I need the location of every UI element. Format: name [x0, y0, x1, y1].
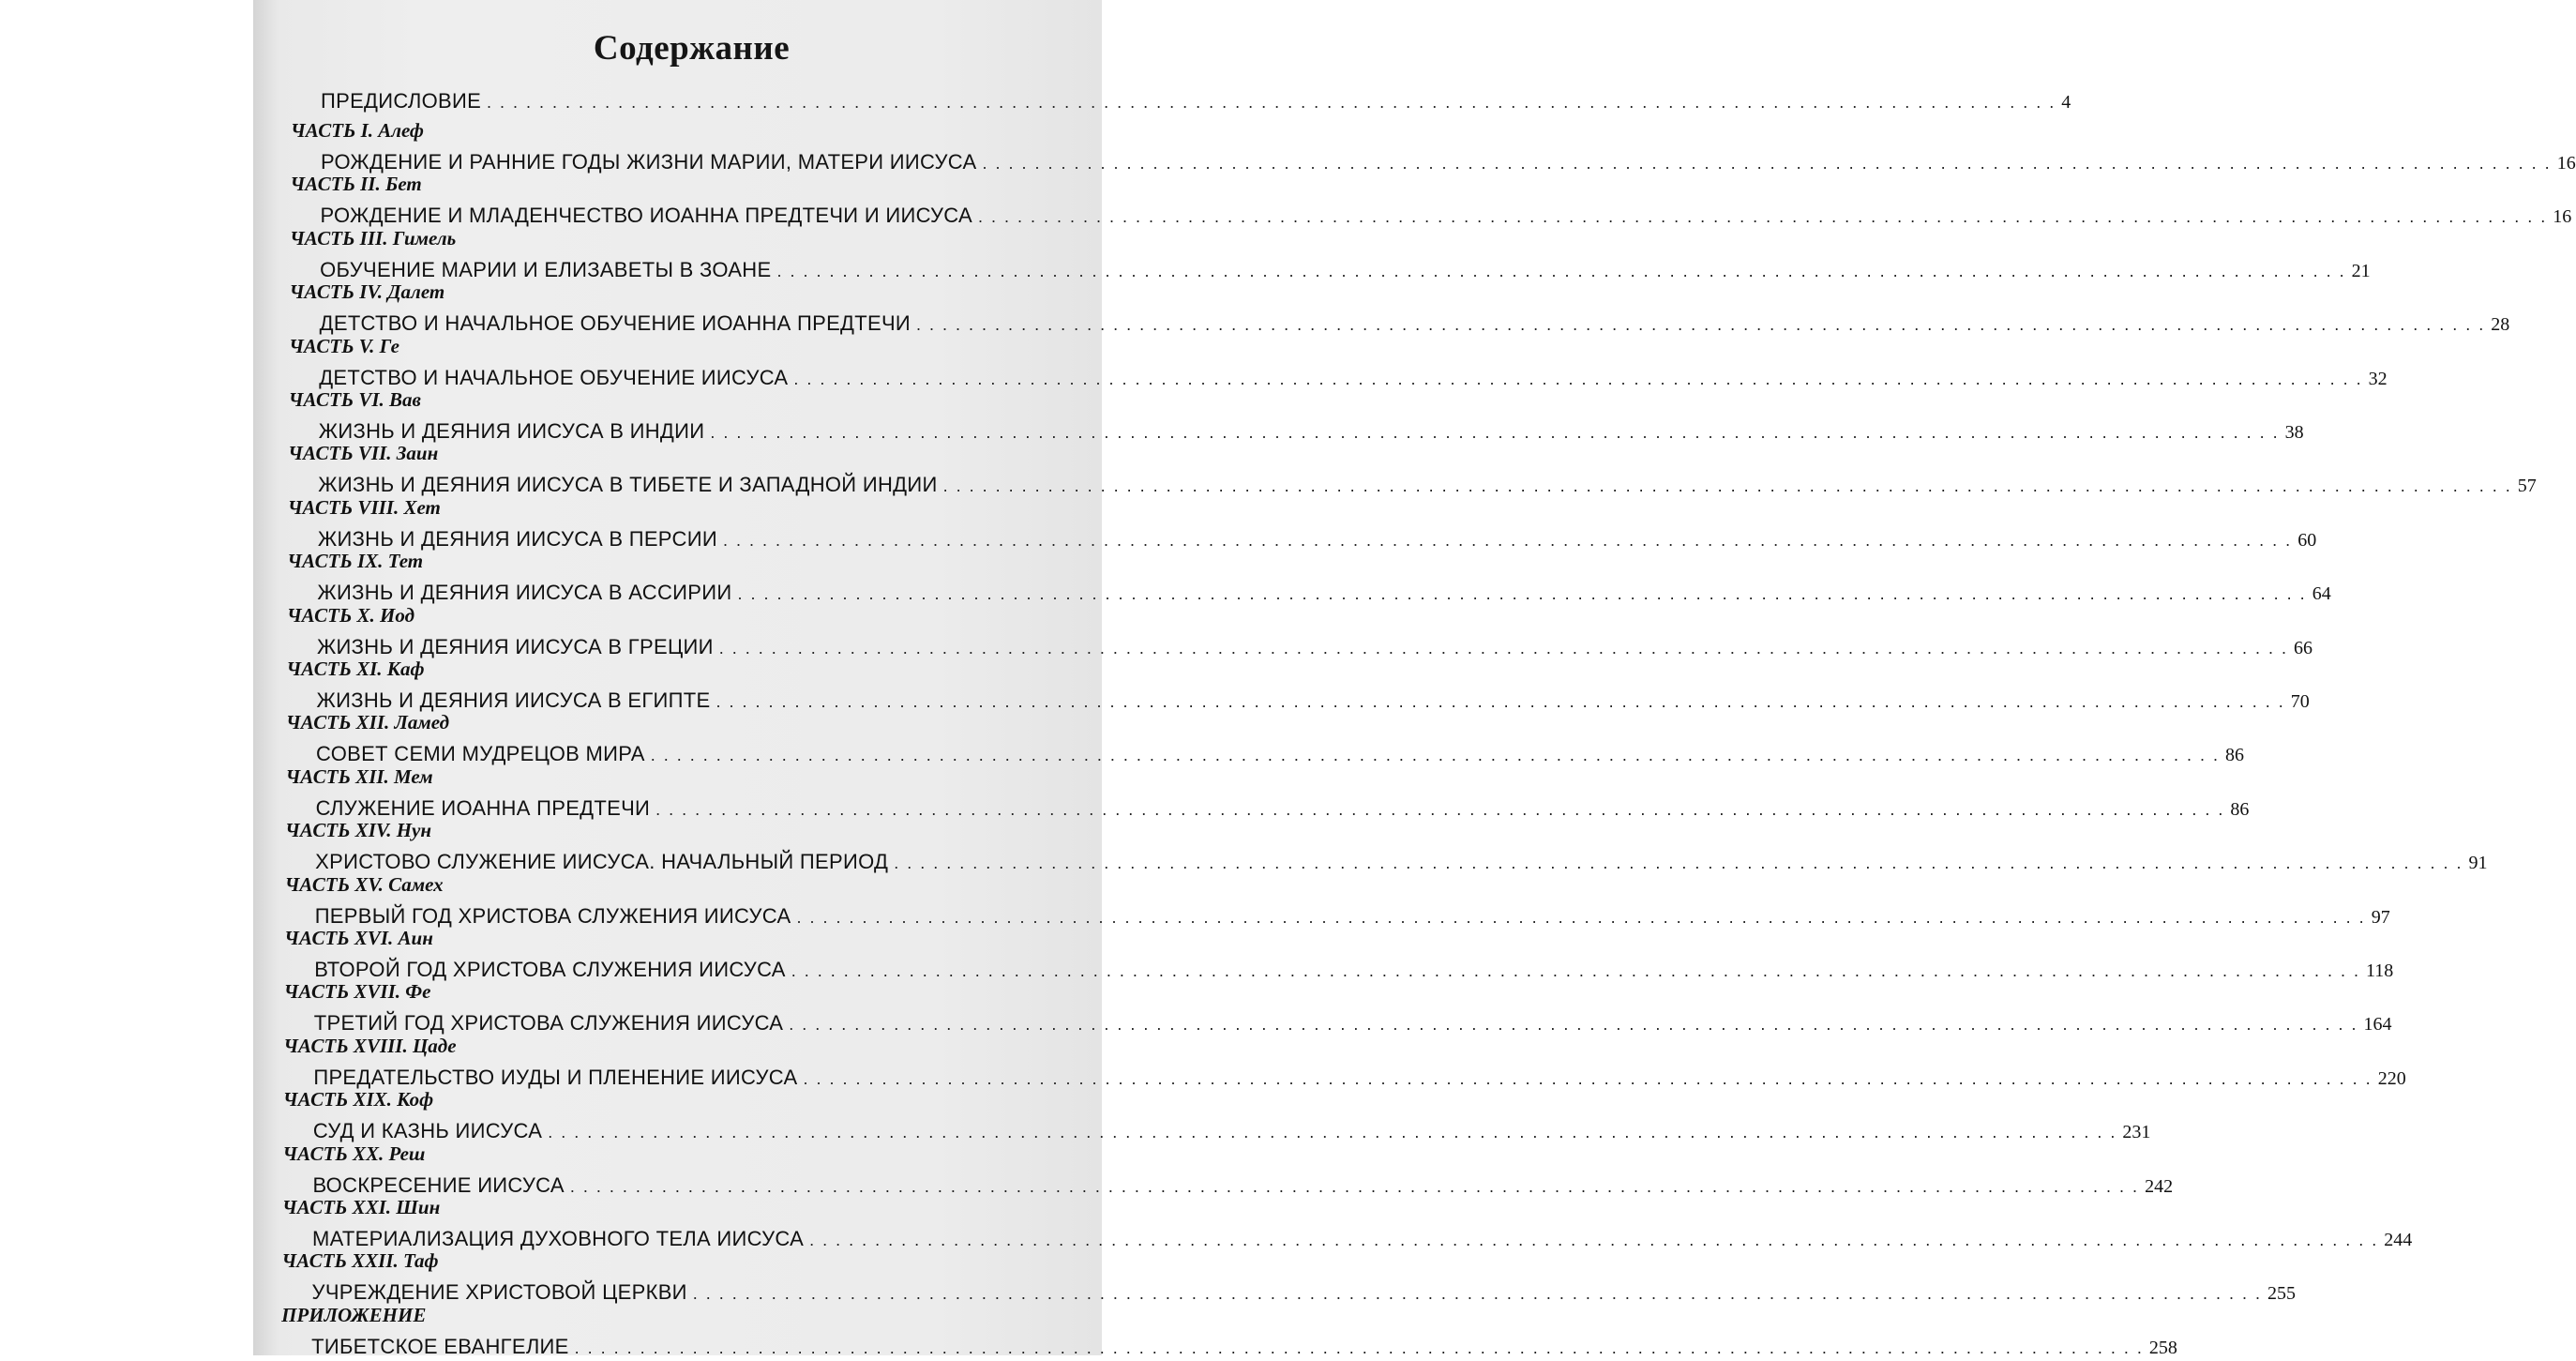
toc-entry-title: ТРЕТИЙ ГОД ХРИСТОВА СЛУЖЕНИЯ ИИСУСА	[313, 1011, 784, 1036]
dot-leader: . . . . . . . . . . . . . . . . . . . . . . . . . . . . . . . . . . . . . . . . . . . . . . . . . . . . . . . . . . . . . . . . . . . . . . . . . . . . . . . . . . . . . . . . . . . . . . . . . . . . . . . . . . . . . . . . . . . . . . . .	[650, 746, 2220, 765]
contents-heading: Содержание	[593, 29, 791, 68]
toc-page-number: 60	[2297, 529, 2317, 551]
toc-part-label: ЧАСТЬ IV. Далет	[289, 280, 445, 304]
book-page	[253, 0, 2576, 1358]
dot-leader: . . . . . . . . . . . . . . . . . . . . . . . . . . . . . . . . . . . . . . . . . . . . . . . . . . . . . . . . . . . . . . . . . . . . . . . . . . . . . . . . . . . . . . . . . . . . . . . . . . . . . . . . . . . . . . . . . . . . . . . .	[722, 530, 2293, 550]
toc-entry-title: СЛУЖЕНИЕ ИОАННА ПРЕДТЕЧИ	[315, 795, 651, 820]
toc-entry-title: ДЕТСТВО И НАЧАЛЬНОЕ ОБУЧЕНИЕ ИИСУСА	[319, 365, 789, 389]
toc-part-label: ЧАСТЬ VIII. Хет	[287, 495, 441, 519]
toc-part-label: ЧАСТЬ XXII. Таф	[281, 1249, 439, 1273]
toc-entry-title: ЖИЗНЬ И ДЕЯНИЯ ИИСУСА В ТИБЕТЕ И ЗАПАДНОЙ ИНДИИ	[318, 473, 938, 497]
toc-entry-title: ЖИЗНЬ И ДЕЯНИЯ ИИСУСА В АССИРИИ	[317, 581, 732, 605]
toc-page-number: 244	[2384, 1230, 2413, 1250]
toc-entry-title: ОБУЧЕНИЕ МАРИИ И ЕЛИЗАВЕТЫ В ЗОАНЕ	[320, 257, 772, 281]
toc-part-label: ЧАСТЬ XVI. Аин	[284, 927, 433, 949]
toc-part-label: ЧАСТЬ XVII. Фе	[283, 980, 431, 1004]
toc-part-label: ЧАСТЬ I. Алеф	[291, 119, 424, 142]
toc-entry-title: ВТОРОЙ ГОД ХРИСТОВА СЛУЖЕНИЯ ИИСУСА	[314, 958, 786, 981]
toc-entry-title: МАТЕРИАЛИЗАЦИЯ ДУХОВНОГО ТЕЛА ИИСУСА	[312, 1227, 805, 1250]
dot-leader: . . . . . . . . . . . . . . . . . . . . . . . . . . . . . . . . . . . . . . . . . . . . . . . . . . . . . . . . . . . . . . . . . . . . . . . . . . . . . . . . . . . . . . . . . . . . . . . . . . . . . . . . . . . . . . . . . . . . . . . .	[942, 476, 2512, 496]
toc-page-number: 70	[2290, 691, 2310, 712]
toc-part-label: ЧАСТЬ XV. Самех	[284, 872, 444, 896]
toc-page-number: 32	[2368, 368, 2388, 389]
toc-page-number: 118	[2366, 960, 2394, 981]
toc-entry-title: РОЖДЕНИЕ И МЛАДЕНЧЕСТВО ИОАННА ПРЕДТЕЧИ И ИИСУСА	[320, 204, 972, 228]
toc-entry-title: ТИБЕТСКОЕ ЕВАНГЕЛИЕ	[311, 1334, 569, 1358]
dot-leader: . . . . . . . . . . . . . . . . . . . . . . . . . . . . . . . . . . . . . . . . . . . . . . . . . . . . . . . . . . . . . . . . . . . . . . . . . . . . . . . . . . . . . . . . . . . . . . . . . . . . . . . . . . . . . . . . . . . . . . . .	[718, 638, 2289, 658]
toc-part-label: ЧАСТЬ X. Иод	[286, 603, 415, 627]
toc-entry	[317, 581, 2331, 607]
toc-page-number: 86	[2224, 745, 2244, 766]
toc-entry-title: ПРЕДИСЛОВИЕ	[321, 89, 482, 113]
toc-entry	[319, 365, 2388, 392]
dot-leader: . . . . . . . . . . . . . . . . . . . . . . . . . . . . . . . . . . . . . . . . . . . . . . . . . . . . . . . . . . . . . . . . . . . . . . . . . . . . . . . . . . . . . . . . . . . . . . . . . . . . . . . . . . . . . . . . . . . . . . . .	[737, 584, 2307, 604]
toc-part-label: ЧАСТЬ VII. Заин	[288, 442, 439, 465]
toc-entry-title: ЖИЗНЬ И ДЕЯНИЯ ИИСУСА В ЕГИПТЕ	[316, 688, 711, 712]
toc-page-number: 258	[2148, 1337, 2177, 1358]
toc-entry-title: СОВЕТ СЕМИ МУДРЕЦОВ МИРА	[316, 742, 645, 766]
toc-page-number: 86	[2230, 798, 2250, 820]
toc-part-label: ЧАСТЬ IX. Тет	[287, 550, 424, 573]
dot-leader: . . . . . . . . . . . . . . . . . . . . . . . . . . . . . . . . . . . . . . . . . . . . . . . . . . . . . . . . . . . . . . . . . . . . . . . . . . . . . . . . . . . . . . . . . . . . . . . . . . . . . . . . . . . . . . . . . . . . . . . .	[982, 154, 2552, 173]
toc-entry-title: ЖИЗНЬ И ДЕЯНИЯ ИИСУСА В ПЕРСИИ	[317, 526, 717, 551]
toc-part-label: ЧАСТЬ XVIII. Цаде	[283, 1034, 457, 1057]
toc-entry-title: ПРЕДАТЕЛЬСТВО ИУДЫ И ПЛЕНЕНИЕ ИИСУСА	[313, 1065, 798, 1089]
toc-entry	[316, 634, 2313, 661]
toc-page-number: 97	[2371, 906, 2390, 928]
table-of-contents	[253, 0, 2576, 1358]
toc-entry	[311, 1334, 2177, 1361]
toc-page-number: 231	[2122, 1122, 2151, 1143]
dot-leader: . . . . . . . . . . . . . . . . . . . . . . . . . . . . . . . . . . . . . . . . . . . . . . . . . . . . . . . . . . . . . . . . . . . . . . . . . . . . . . . . . . . . . . . . . . . . . . . . . . . . . . . . . . . . . . . . . . . . . . . .	[692, 1284, 2263, 1304]
toc-page-number: 28	[2491, 314, 2510, 336]
toc-part-label: ЧАСТЬ XX. Реш	[282, 1142, 426, 1165]
toc-entry	[319, 311, 2510, 338]
toc-page-number: 38	[2284, 422, 2304, 443]
toc-entry	[321, 89, 2071, 115]
toc-part-label: ЧАСТЬ II. Бет	[290, 173, 422, 196]
toc-page-number: 57	[2517, 476, 2537, 497]
toc-entry-title: ХРИСТОВО СЛУЖЕНИЕ ИИСУСА. НАЧАЛЬНЫЙ ПЕРИОД	[315, 850, 889, 874]
toc-entry-title: ЖИЗНЬ И ДЕЯНИЯ ИИСУСА В ГРЕЦИИ	[316, 634, 714, 658]
toc-page-number: 66	[2294, 637, 2313, 658]
toc-part-label: ЧАСТЬ XXI. Шин	[282, 1196, 441, 1218]
toc-entry-title: СУД И КАЗНЬ ИИСУСА	[312, 1119, 543, 1143]
toc-page-number: 16	[2556, 153, 2576, 174]
toc-part-label: ЧАСТЬ XII. Мем	[285, 764, 433, 788]
dot-leader: . . . . . . . . . . . . . . . . . . . . . . . . . . . . . . . . . . . . . . . . . . . . . . . . . . . . . . . . . . . . . . . . . . . . . . . . . . . . . . . . . . . . . . . . . . . . . . . . . . . . . . . . . . . . . . . . . . . . . . . .	[548, 1123, 2117, 1142]
toc-page-number: 21	[2351, 260, 2371, 281]
dot-leader: . . . . . . . . . . . . . . . . . . . . . . . . . . . . . . . . . . . . . . . . . . . . . . . . . . . . . . . . . . . . . . . . . . . . . . . . . . . . . . . . . . . . . . . . . . . . . . . . . . . . . . . . . . . . . . . . . . . . . . . .	[569, 1176, 2140, 1196]
dot-leader: . . . . . . . . . . . . . . . . . . . . . . . . . . . . . . . . . . . . . . . . . . . . . . . . . . . . . . . . . . . . . . . . . . . . . . . . . . . . . . . . . . . . . . . . . . . . . . . . . . . . . . . . . . . . . . . . . . . . . . . .	[809, 1231, 2379, 1249]
toc-part-label: ЧАСТЬ XIV. Нун	[285, 819, 432, 842]
toc-entry-title: УЧРЕЖДЕНИЕ ХРИСТОВОЙ ЦЕРКВИ	[311, 1280, 687, 1305]
toc-page-number: 64	[2312, 583, 2331, 605]
dot-leader: . . . . . . . . . . . . . . . . . . . . . . . . . . . . . . . . . . . . . . . . . . . . . . . . . . . . . . . . . . . . . . . . . . . . . . . . . . . . . . . . . . . . . . . . . . . . . . . . . . . . . . . . . . . . . . . . . . . . . . . .	[487, 93, 2056, 112]
toc-entry-title: ДЕТСТВО И НАЧАЛЬНОЕ ОБУЧЕНИЕ ИОАННА ПРЕДТЕЧИ	[319, 311, 911, 336]
dot-leader: . . . . . . . . . . . . . . . . . . . . . . . . . . . . . . . . . . . . . . . . . . . . . . . . . . . . . . . . . . . . . . . . . . . . . . . . . . . . . . . . . . . . . . . . . . . . . . . . . . . . . . . . . . . . . . . . . . . . . . . .	[978, 207, 2548, 227]
dot-leader: . . . . . . . . . . . . . . . . . . . . . . . . . . . . . . . . . . . . . . . . . . . . . . . . . . . . . . . . . . . . . . . . . . . . . . . . . . . . . . . . . . . . . . . . . . . . . . . . . . . . . . . . . . . . . . . . . . . . . . . .	[916, 315, 2486, 335]
dot-leader: . . . . . . . . . . . . . . . . . . . . . . . . . . . . . . . . . . . . . . . . . . . . . . . . . . . . . . . . . . . . . . . . . . . . . . . . . . . . . . . . . . . . . . . . . . . . . . . . . . . . . . . . . . . . . . . . . . . . . . . .	[791, 961, 2360, 980]
toc-part-label: ЧАСТЬ XI. Каф	[286, 658, 425, 680]
toc-page-number: 91	[2468, 853, 2488, 874]
toc-part-label: ЧАСТЬ XII. Ламед	[286, 711, 449, 734]
toc-page-number: 16	[2553, 206, 2572, 228]
dot-leader: . . . . . . . . . . . . . . . . . . . . . . . . . . . . . . . . . . . . . . . . . . . . . . . . . . . . . . . . . . . . . . . . . . . . . . . . . . . . . . . . . . . . . . . . . . . . . . . . . . . . . . . . . . . . . . . . . . . . . . . .	[796, 907, 2366, 927]
dot-leader: . . . . . . . . . . . . . . . . . . . . . . . . . . . . . . . . . . . . . . . . . . . . . . . . . . . . . . . . . . . . . . . . . . . . . . . . . . . . . . . . . . . . . . . . . . . . . . . . . . . . . . . . . . . . . . . . . . . . . . . .	[793, 369, 2363, 388]
toc-entry-title: ЖИЗНЬ И ДЕЯНИЯ ИИСУСА В ИНДИИ	[318, 419, 705, 443]
toc-page-number: 255	[2267, 1283, 2297, 1305]
toc-entry-title: РОЖДЕНИЕ И РАННИЕ ГОДЫ ЖИЗНИ МАРИИ, МАТЕРИ ИИСУСА	[321, 150, 977, 174]
toc-entry-title: ВОСКРЕСЕНИЕ ИИСУСА	[312, 1172, 565, 1197]
dot-leader: . . . . . . . . . . . . . . . . . . . . . . . . . . . . . . . . . . . . . . . . . . . . . . . . . . . . . . . . . . . . . . . . . . . . . . . . . . . . . . . . . . . . . . . . . . . . . . . . . . . . . . . . . . . . . . . . . . . . . . . .	[655, 799, 2225, 819]
dot-leader: . . . . . . . . . . . . . . . . . . . . . . . . . . . . . . . . . . . . . . . . . . . . . . . . . . . . . . . . . . . . . . . . . . . . . . . . . . . . . . . . . . . . . . . . . . . . . . . . . . . . . . . . . . . . . . . . . . . . . . . .	[716, 692, 2285, 711]
toc-page-number: 242	[2145, 1175, 2174, 1197]
toc-page-number: 164	[2363, 1014, 2392, 1036]
dot-leader: . . . . . . . . . . . . . . . . . . . . . . . . . . . . . . . . . . . . . . . . . . . . . . . . . . . . . . . . . . . . . . . . . . . . . . . . . . . . . . . . . . . . . . . . . . . . . . . . . . . . . . . . . . . . . . . . . . . . . . . .	[574, 1338, 2144, 1357]
toc-entry-title: ПЕРВЫЙ ГОД ХРИСТОВА СЛУЖЕНИЯ ИИСУСА	[314, 903, 791, 928]
toc-part-label: ЧАСТЬ VI. Вав	[288, 388, 421, 411]
toc-entry	[312, 1119, 2151, 1145]
dot-leader: . . . . . . . . . . . . . . . . . . . . . . . . . . . . . . . . . . . . . . . . . . . . . . . . . . . . . . . . . . . . . . . . . . . . . . . . . . . . . . . . . . . . . . . . . . . . . . . . . . . . . . . . . . . . . . . . . . . . . . . .	[803, 1068, 2373, 1088]
dot-leader: . . . . . . . . . . . . . . . . . . . . . . . . . . . . . . . . . . . . . . . . . . . . . . . . . . . . . . . . . . . . . . . . . . . . . . . . . . . . . . . . . . . . . . . . . . . . . . . . . . . . . . . . . . . . . . . . . . . . . . . .	[776, 261, 2346, 280]
toc-part-label: ЧАСТЬ III. Гимель	[290, 226, 457, 250]
dot-leader: . . . . . . . . . . . . . . . . . . . . . . . . . . . . . . . . . . . . . . . . . . . . . . . . . . . . . . . . . . . . . . . . . . . . . . . . . . . . . . . . . . . . . . . . . . . . . . . . . . . . . . . . . . . . . . . . . . . . . . . .	[894, 854, 2463, 873]
toc-entry	[317, 526, 2317, 553]
toc-part-label: ЧАСТЬ XIX. Коф	[282, 1088, 434, 1111]
dot-leader: . . . . . . . . . . . . . . . . . . . . . . . . . . . . . . . . . . . . . . . . . . . . . . . . . . . . . . . . . . . . . . . . . . . . . . . . . . . . . . . . . . . . . . . . . . . . . . . . . . . . . . . . . . . . . . . . . . . . . . . .	[789, 1015, 2358, 1035]
toc-page-number: 4	[2061, 92, 2071, 113]
toc-part-label: ПРИЛОЖЕНИЕ	[281, 1303, 427, 1326]
toc-part-label: ЧАСТЬ V. Ге	[289, 334, 399, 357]
dot-leader: . . . . . . . . . . . . . . . . . . . . . . . . . . . . . . . . . . . . . . . . . . . . . . . . . . . . . . . . . . . . . . . . . . . . . . . . . . . . . . . . . . . . . . . . . . . . . . . . . . . . . . . . . . . . . . . . . . . . . . . .	[710, 423, 2280, 442]
toc-entry	[321, 150, 2576, 176]
toc-page-number: 220	[2377, 1067, 2406, 1089]
